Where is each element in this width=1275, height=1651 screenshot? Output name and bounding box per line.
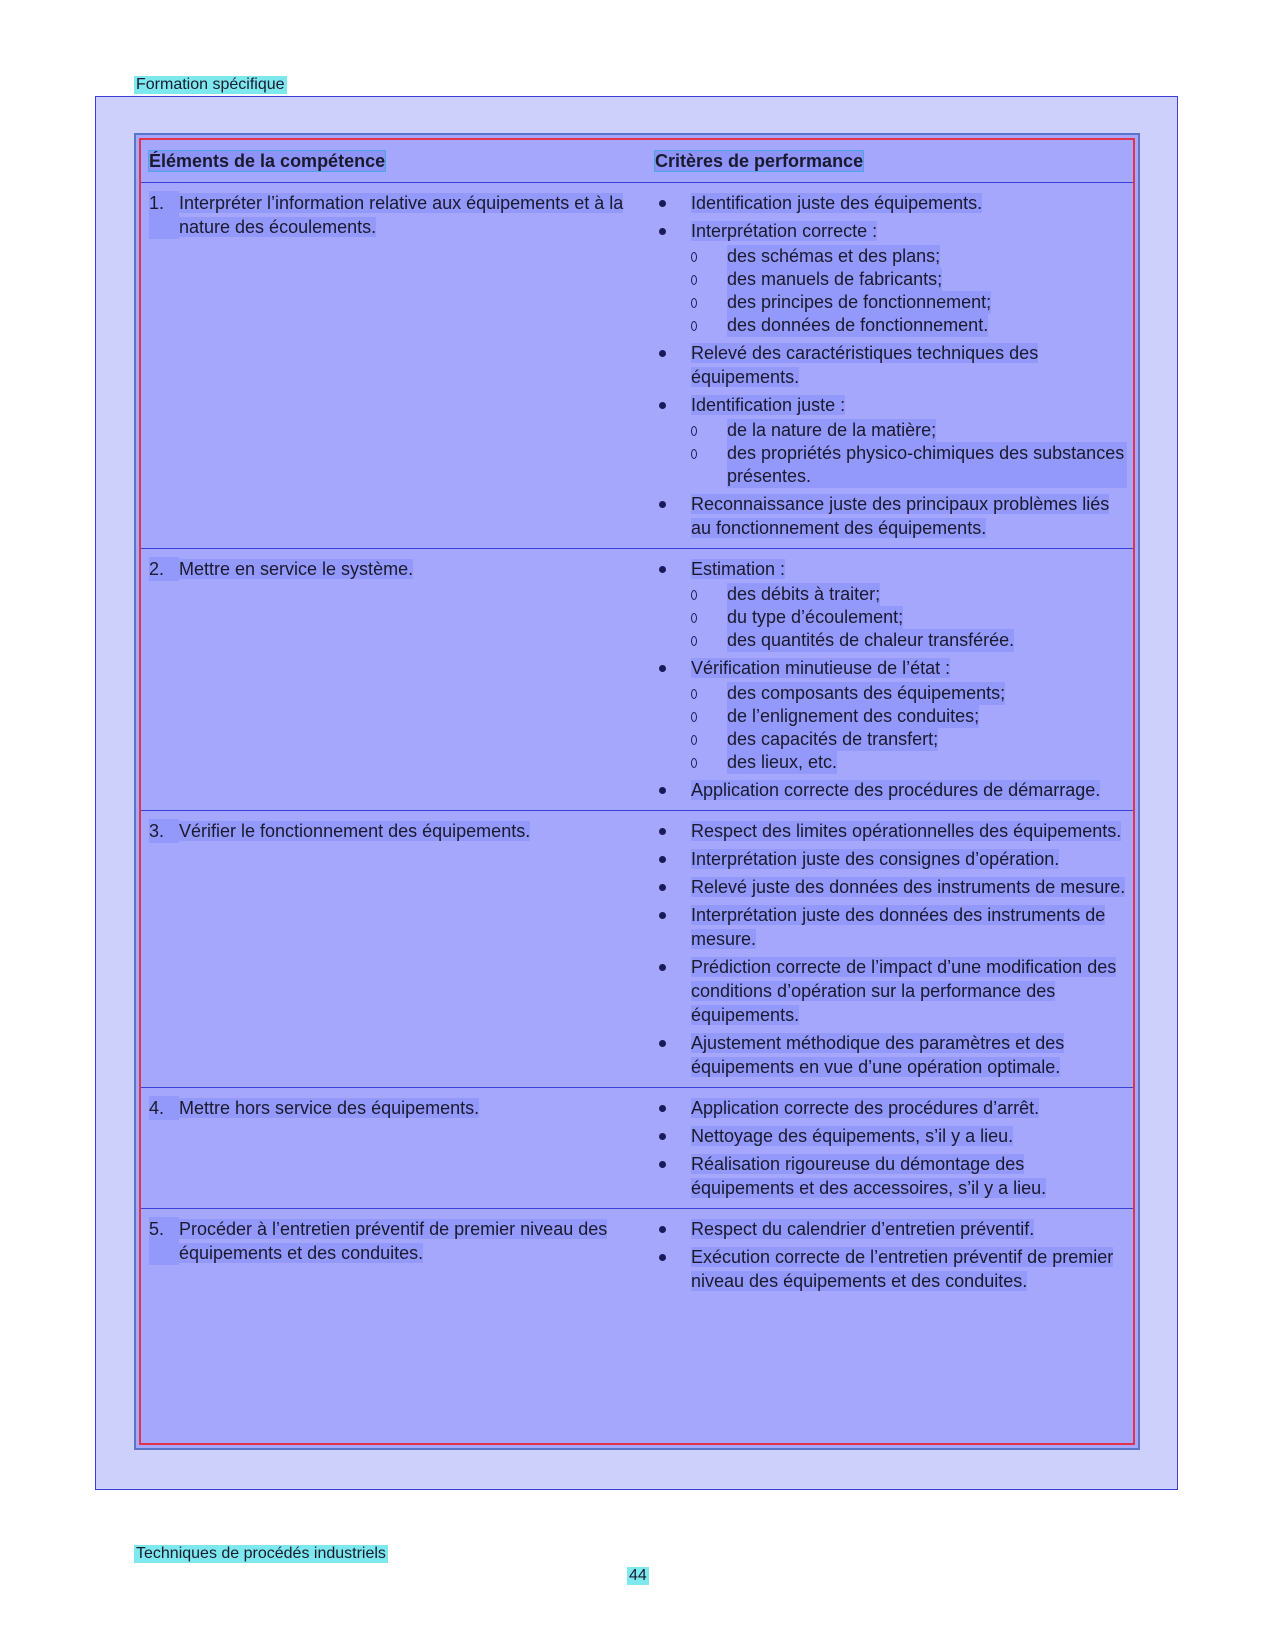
bullet-icon	[655, 393, 691, 488]
criteria-cell	[647, 811, 1133, 1088]
circle-bullet-icon	[691, 291, 727, 314]
criterion-text: Estimation :	[691, 559, 786, 579]
sub-criteria-list	[691, 583, 1127, 652]
col-header-elements: Éléments de la compétence	[141, 140, 647, 183]
element-text: Procéder à l’entretien préventif de premier niveau des équipements et des conduites.	[179, 1219, 608, 1263]
criterion-item	[655, 219, 1127, 337]
element-cell	[141, 183, 647, 549]
bullet-icon	[655, 1245, 691, 1293]
criterion-item	[655, 1217, 1127, 1241]
criterion-item	[655, 903, 1127, 951]
sub-criterion-text: des composants des équipements;	[727, 683, 1006, 703]
sub-criteria-list	[691, 682, 1127, 774]
table-row	[141, 1088, 1133, 1209]
criterion-body	[691, 1245, 1127, 1293]
circle-bullet-icon	[691, 728, 727, 751]
element-number: 2.	[149, 557, 179, 581]
criteria-cell	[647, 1088, 1133, 1209]
criterion-body	[691, 492, 1127, 540]
criterion-item	[655, 656, 1127, 774]
criterion-text: Application correcte des procédures de démarrage.	[691, 780, 1101, 800]
criterion-item	[655, 819, 1127, 843]
sub-criterion-text: des principes de fonctionnement;	[727, 292, 992, 312]
criteria-list	[655, 191, 1127, 540]
circle-bullet-icon	[691, 751, 727, 774]
bullet-icon	[655, 1096, 691, 1120]
criterion-item	[655, 1152, 1127, 1200]
criterion-text: Respect du calendrier d’entretien préventif.	[691, 1219, 1035, 1239]
criterion-body	[691, 819, 1127, 843]
circle-bullet-icon	[691, 705, 727, 728]
criterion-item	[655, 1245, 1127, 1293]
bullet-icon	[655, 955, 691, 1027]
criterion-text: Interprétation correcte :	[691, 221, 878, 241]
criterion-body	[691, 393, 1127, 488]
criterion-text: Réalisation rigoureuse du démontage des équipements et des accessoires, s’il y a lieu.	[691, 1154, 1047, 1198]
circle-bullet-icon	[691, 245, 727, 268]
bullet-icon	[655, 778, 691, 802]
criteria-list	[655, 819, 1127, 1079]
table-row	[141, 549, 1133, 811]
sub-criterion-text: des quantités de chaleur transférée.	[727, 630, 1015, 650]
criterion-body	[691, 1152, 1127, 1200]
footer-title: Techniques de procédés industriels	[136, 1545, 386, 1562]
competence-element	[149, 1217, 641, 1265]
element-text: Mettre hors service des équipements.	[179, 1098, 480, 1118]
criterion-body	[691, 875, 1127, 899]
criterion-text: Exécution correcte de l’entretien préventif de premier niveau des équipements et des conduites.	[691, 1247, 1114, 1291]
criterion-text: Relevé des caractéristiques techniques des équipements.	[691, 343, 1039, 387]
criterion-item	[655, 1096, 1127, 1120]
criterion-item	[655, 847, 1127, 871]
element-number: 4.	[149, 1096, 179, 1120]
criterion-text: Identification juste des équipements.	[691, 193, 983, 213]
sub-criterion-item	[691, 728, 1127, 751]
sub-criterion-item	[691, 291, 1127, 314]
criterion-body	[691, 778, 1127, 802]
criterion-body	[691, 557, 1127, 652]
element-text: Mettre en service le système.	[179, 559, 414, 579]
col-header-criteria: Critères de performance	[647, 140, 1133, 183]
element-cell	[141, 549, 647, 811]
element-number: 3.	[149, 819, 179, 843]
criteria-cell	[647, 1209, 1133, 1302]
sub-criterion-text: de l’enlignement des conduites;	[727, 706, 980, 726]
element-number: 5.	[149, 1217, 179, 1265]
sub-criterion-item	[691, 629, 1127, 652]
sub-criteria-list	[691, 245, 1127, 337]
sub-criterion-text: de la nature de la matière;	[727, 420, 937, 440]
criterion-item	[655, 955, 1127, 1027]
element-cell	[141, 1209, 647, 1302]
criterion-body	[691, 1031, 1127, 1079]
bullet-icon	[655, 492, 691, 540]
table-header-row	[141, 140, 1133, 183]
criterion-body	[691, 219, 1127, 337]
criterion-item	[655, 492, 1127, 540]
element-number: 1.	[149, 191, 179, 239]
element-text-wrap	[179, 557, 413, 581]
criterion-item	[655, 778, 1127, 802]
criterion-text: Respect des limites opérationnelles des équipements.	[691, 821, 1122, 841]
criterion-text: Interprétation juste des données des instruments de mesure.	[691, 905, 1106, 949]
element-text-wrap	[179, 1096, 479, 1120]
element-text-wrap	[179, 819, 530, 843]
competence-element	[149, 191, 641, 239]
criteria-list	[655, 557, 1127, 802]
circle-bullet-icon	[691, 268, 727, 291]
bullet-icon	[655, 1152, 691, 1200]
criterion-text: Application correcte des procédures d’arrêt.	[691, 1098, 1040, 1118]
competence-table-border	[139, 138, 1135, 1445]
criterion-item	[655, 1031, 1127, 1079]
table-row	[141, 1209, 1133, 1302]
criterion-body	[691, 955, 1127, 1027]
sub-criterion-text: des lieux, etc.	[727, 752, 838, 772]
circle-bullet-icon	[691, 583, 727, 606]
circle-bullet-icon	[691, 419, 727, 442]
criterion-body	[691, 903, 1127, 951]
criterion-text: Ajustement méthodique des paramètres et des équipements en vue d’une opération optimale.	[691, 1033, 1065, 1077]
bullet-icon	[655, 191, 691, 215]
criterion-item	[655, 393, 1127, 488]
sub-criterion-text: des schémas et des plans;	[727, 246, 941, 266]
sub-criterion-item	[691, 419, 1127, 442]
bullet-icon	[655, 847, 691, 871]
criterion-body	[691, 1096, 1127, 1120]
criterion-text: Reconnaissance juste des principaux problèmes liés au fonctionnement des équipements.	[691, 494, 1110, 538]
sub-criterion-item	[691, 705, 1127, 728]
circle-bullet-icon	[691, 442, 727, 488]
competence-table-frame	[134, 133, 1140, 1450]
sub-criterion-text: des débits à traiter;	[727, 584, 881, 604]
sub-criterion-text: des données de fonctionnement.	[727, 315, 989, 335]
bullet-icon	[655, 1031, 691, 1079]
page-number: 44	[629, 1567, 647, 1584]
criterion-body	[691, 1124, 1127, 1148]
sub-criterion-item	[691, 606, 1127, 629]
element-text-wrap	[179, 191, 641, 239]
bullet-icon	[655, 1124, 691, 1148]
sub-criterion-item	[691, 245, 1127, 268]
sub-criterion-item	[691, 314, 1127, 337]
criterion-item	[655, 341, 1127, 389]
criterion-body	[691, 1217, 1127, 1241]
sub-criterion-text: des manuels de fabricants;	[727, 269, 943, 289]
element-text: Vérifier le fonctionnement des équipements.	[179, 821, 531, 841]
criterion-text: Prédiction correcte de l’impact d’une modification des conditions d’opération sur la performance des équipements.	[691, 957, 1117, 1025]
criterion-text: Nettoyage des équipements, s’il y a lieu.	[691, 1126, 1014, 1146]
circle-bullet-icon	[691, 682, 727, 705]
page-header: Formation spécifique	[136, 76, 285, 93]
sub-criterion-item	[691, 583, 1127, 606]
criterion-body	[691, 656, 1127, 774]
criterion-item	[655, 875, 1127, 899]
criteria-list	[655, 1217, 1127, 1293]
criteria-list	[655, 1096, 1127, 1200]
criteria-cell	[647, 183, 1133, 549]
circle-bullet-icon	[691, 314, 727, 337]
element-cell	[141, 811, 647, 1088]
criteria-cell	[647, 549, 1133, 811]
bullet-icon	[655, 819, 691, 843]
criterion-body	[691, 191, 1127, 215]
sub-criterion-item	[691, 751, 1127, 774]
element-text: Interpréter l’information relative aux équipements et à la nature des écoulements.	[179, 193, 624, 237]
competence-element	[149, 557, 641, 581]
element-text-wrap	[179, 1217, 641, 1265]
criterion-item	[655, 1124, 1127, 1148]
sub-criterion-item	[691, 268, 1127, 291]
circle-bullet-icon	[691, 629, 727, 652]
bullet-icon	[655, 557, 691, 652]
circle-bullet-icon	[691, 606, 727, 629]
competence-element	[149, 819, 641, 843]
sub-criterion-item	[691, 682, 1127, 705]
criterion-text: Vérification minutieuse de l’état :	[691, 658, 951, 678]
table-row	[141, 811, 1133, 1088]
table-row	[141, 183, 1133, 549]
bullet-icon	[655, 1217, 691, 1241]
sub-criterion-item	[691, 442, 1127, 488]
element-cell	[141, 1088, 647, 1209]
bullet-icon	[655, 219, 691, 337]
criterion-text: Interprétation juste des consignes d’opération.	[691, 849, 1060, 869]
sub-criterion-text: des capacités de transfert;	[727, 729, 939, 749]
sub-criterion-text: des propriétés physico-chimiques des substances présentes.	[727, 442, 1127, 488]
criterion-body	[691, 847, 1127, 871]
bullet-icon	[655, 875, 691, 899]
competence-element	[149, 1096, 641, 1120]
sub-criteria-list	[691, 419, 1127, 488]
competence-table	[141, 140, 1133, 1301]
bullet-icon	[655, 903, 691, 951]
criterion-body	[691, 341, 1127, 389]
bullet-icon	[655, 656, 691, 774]
criterion-item	[655, 191, 1127, 215]
sub-criterion-text: du type d’écoulement;	[727, 607, 904, 627]
criterion-text: Identification juste :	[691, 395, 846, 415]
criterion-text: Relevé juste des données des instruments de mesure.	[691, 877, 1126, 897]
bullet-icon	[655, 341, 691, 389]
criterion-item	[655, 557, 1127, 652]
